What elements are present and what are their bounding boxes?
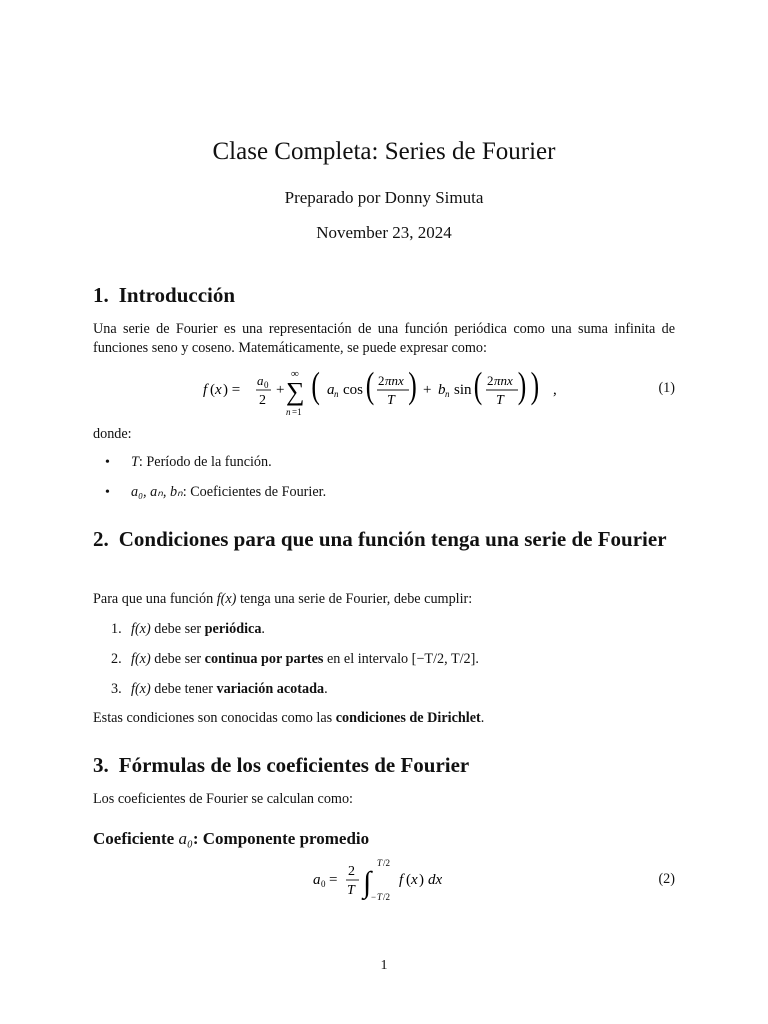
- document-author: Preparado por Donny Simuta: [284, 188, 484, 207]
- equation-2-number: (2): [658, 871, 675, 887]
- svg-text:n: n: [286, 407, 291, 417]
- section-1-heading: [93, 282, 235, 309]
- svg-text:−: −: [371, 892, 377, 902]
- svg-text:2: 2: [259, 393, 266, 408]
- svg-text:0: 0: [321, 879, 326, 889]
- list-item-bold: variación acotada: [216, 681, 325, 697]
- svg-text:(: (: [473, 364, 483, 406]
- closing-bold: condiciones de Dirichlet: [335, 710, 481, 726]
- svg-text:): ): [419, 872, 424, 888]
- section-1-number: 1.: [93, 283, 109, 307]
- intro-text-end: tenga una serie de Fourier, debe cumplir:: [236, 591, 473, 607]
- svg-text:dx: dx: [428, 872, 443, 888]
- enum-number: 2.: [111, 651, 122, 667]
- a0-coefficient-equation: [311, 854, 461, 904]
- svg-text:/2: /2: [383, 858, 391, 868]
- enum-number: 1.: [111, 621, 122, 637]
- list-item-math: f(x): [131, 651, 151, 667]
- svg-text:+: +: [423, 382, 432, 398]
- list-item-text: : Coeficientes de Fourier.: [182, 484, 327, 500]
- svg-text:∑: ∑: [286, 377, 305, 406]
- svg-text:,: ,: [553, 382, 557, 398]
- svg-text:+: +: [276, 382, 285, 398]
- svg-text:a: a: [257, 373, 264, 388]
- svg-text:0: 0: [264, 380, 269, 390]
- list-item-text-end: en el intervalo [−T/2, T/2].: [323, 651, 479, 667]
- list-item-text: debe ser: [150, 621, 205, 637]
- equation-1-number: (1): [658, 380, 675, 396]
- section-2-closing: [93, 709, 675, 728]
- svg-text:πnx: πnx: [494, 373, 513, 388]
- closing-text-end: .: [480, 710, 485, 726]
- svg-text:n: n: [445, 389, 450, 399]
- section-2-number: 2.: [93, 527, 109, 551]
- svg-text:=1: =1: [292, 407, 302, 417]
- svg-text:2: 2: [348, 864, 355, 879]
- svg-text:) =: ) =: [223, 382, 241, 398]
- svg-text:): ): [530, 364, 540, 406]
- svg-text:T: T: [347, 883, 355, 898]
- svg-text:(: (: [210, 382, 215, 398]
- list-item-bold: continua por partes: [204, 651, 324, 667]
- bullet-icon: •: [105, 485, 110, 500]
- svg-text:T: T: [377, 858, 383, 868]
- section-2-intro: [93, 590, 675, 609]
- svg-text:∫: ∫: [363, 866, 372, 899]
- svg-text:f: f: [203, 382, 208, 398]
- svg-text:T: T: [496, 393, 504, 408]
- svg-text:): ): [517, 364, 527, 406]
- fourier-series-equation: [201, 364, 581, 420]
- svg-text:cos: cos: [343, 382, 363, 398]
- intro-math: f(x): [216, 591, 237, 607]
- svg-text:(: (: [406, 872, 411, 888]
- section-1-paragraph: Una serie de Fourier es una representación de una función periódica como una suma infinita de funciones seno y coseno. Matemáticamente, se puede expresar como:: [93, 321, 675, 356]
- intro-text: Para que una función: [93, 591, 217, 607]
- svg-text:x: x: [215, 382, 222, 398]
- svg-text:=: =: [329, 872, 338, 888]
- section-3-paragraph: Los coeficientes de Fourier se calculan como:: [93, 791, 354, 807]
- document-page: [93, 0, 675, 1024]
- svg-text:): ): [408, 364, 417, 406]
- enum-number: 3.: [111, 681, 122, 697]
- bullet-icon: •: [105, 455, 110, 470]
- list-item-text: : Período de la función.: [138, 454, 272, 470]
- closing-text: Estas condiciones son conocidas como las: [93, 710, 336, 726]
- svg-text:b: b: [438, 382, 446, 398]
- page-number: 1: [380, 958, 388, 973]
- svg-text:x: x: [411, 872, 418, 888]
- document-title: Clase Completa: Series de Fourier: [212, 138, 556, 165]
- list-item-math: f(x): [131, 681, 151, 697]
- section-2-heading: [93, 526, 675, 553]
- list-item-math: f(x): [131, 621, 151, 637]
- svg-text:2: 2: [378, 373, 385, 388]
- svg-text:n: n: [334, 389, 339, 399]
- list-item-text: debe ser: [150, 651, 205, 667]
- svg-text:sin: sin: [454, 382, 472, 398]
- svg-text:(: (: [311, 364, 320, 406]
- subheading-text-end: : Componente promedio: [192, 829, 370, 848]
- svg-text:a: a: [327, 382, 335, 398]
- section-1-title: Introducción: [118, 283, 236, 307]
- section-2-title: Condiciones para que una función tenga una serie de Fourier: [118, 527, 667, 551]
- subheading-math: a₀: [178, 829, 193, 848]
- list-item-bold: periódica: [204, 621, 262, 637]
- list-item-text-end: .: [324, 681, 328, 697]
- section-3-title: Fórmulas de los coeficientes de Fourier: [118, 753, 470, 777]
- svg-text:T: T: [387, 393, 395, 408]
- svg-text:∞: ∞: [291, 368, 299, 380]
- svg-text:T: T: [377, 892, 383, 902]
- svg-text:a: a: [313, 872, 321, 888]
- svg-text:(: (: [365, 364, 375, 406]
- list-item-math: a₀, aₙ, bₙ: [131, 484, 183, 500]
- list-item-math: T: [131, 454, 139, 470]
- list-item-text-end: .: [261, 621, 265, 637]
- svg-text:/2: /2: [383, 892, 391, 902]
- list-item-text: debe tener: [150, 681, 217, 697]
- section-3-heading: [93, 752, 469, 779]
- svg-text:πnx: πnx: [385, 373, 404, 388]
- document-date: November 23, 2024: [316, 223, 452, 242]
- donde-label: donde:: [93, 426, 132, 442]
- svg-text:2: 2: [487, 373, 494, 388]
- subsection-heading: [93, 829, 369, 849]
- subheading-text: Coeficiente: [93, 829, 179, 848]
- svg-text:f: f: [399, 872, 404, 888]
- section-3-number: 3.: [93, 753, 109, 777]
